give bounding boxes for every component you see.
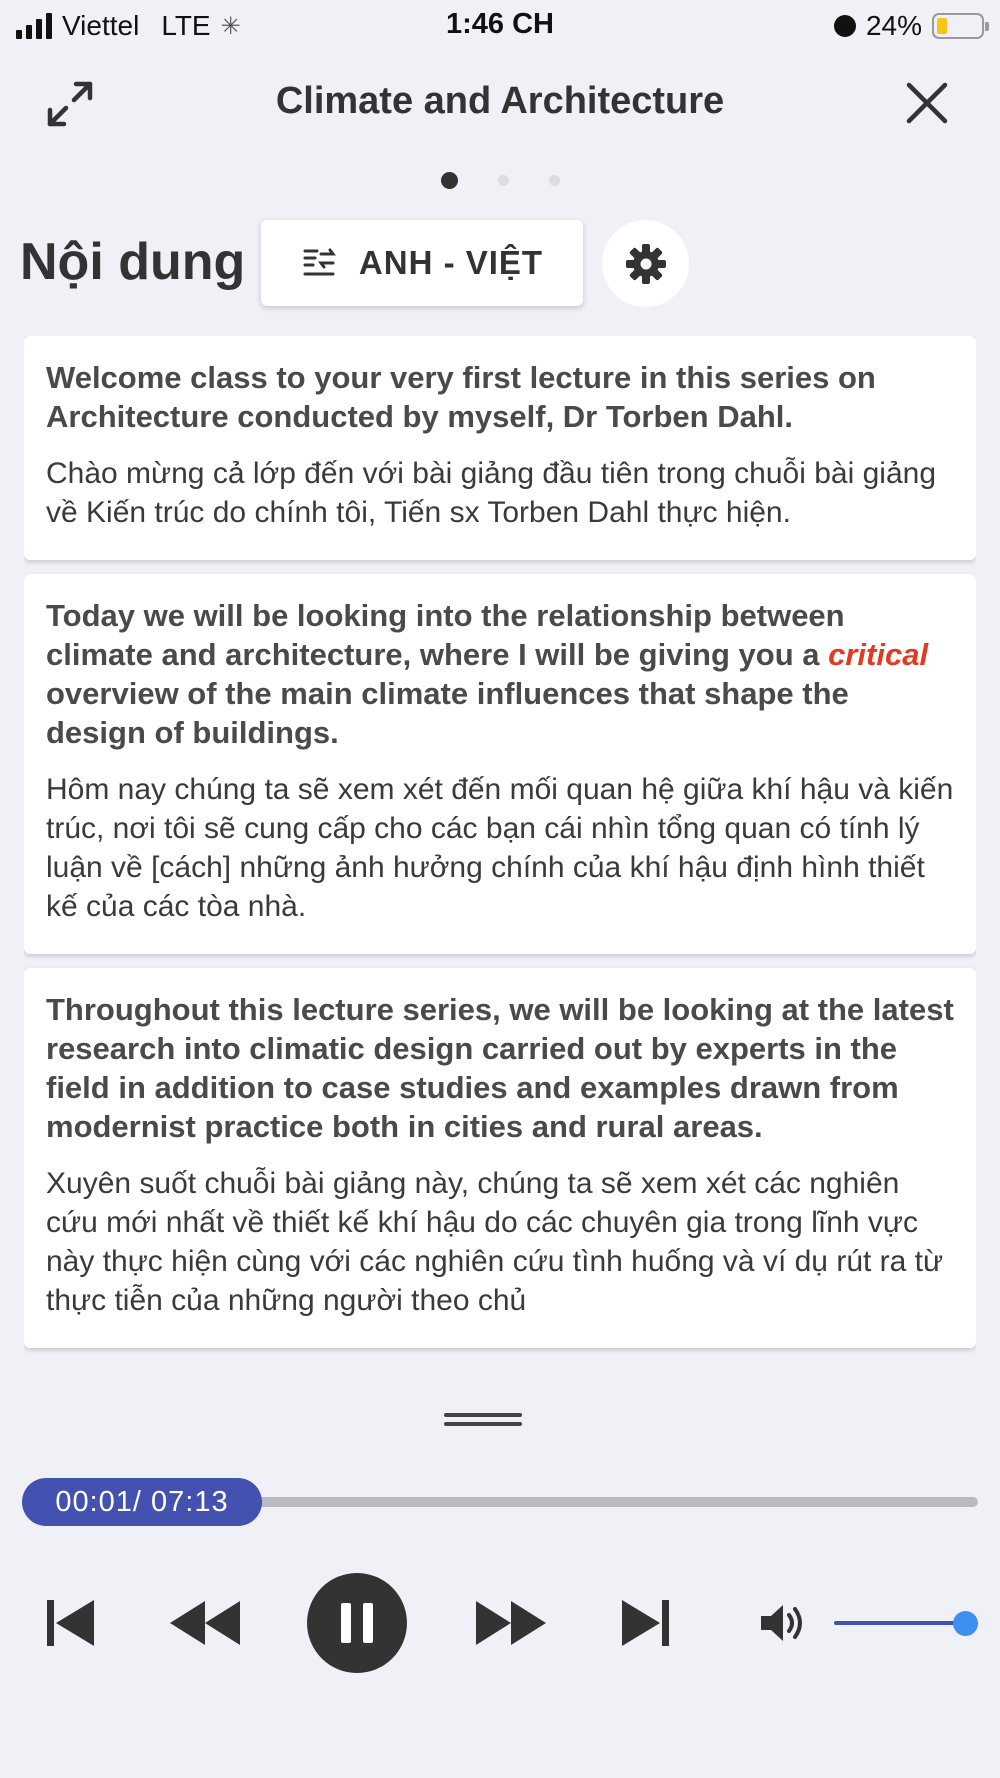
page-title: Climate and Architecture	[275, 80, 725, 122]
section-heading: Nội dung	[20, 233, 246, 291]
english-text: Throughout this lecture series, we will be looking at the latest research into climatic design carried out by experts in the field in addition to case studies and examples drawn from modernist practice both in cities and rural areas.	[46, 992, 954, 1144]
volume-icon	[759, 1601, 809, 1645]
vietnamese-translation: Hôm nay chúng ta sẽ xem xét đến mối quan hệ giữa khí hậu và kiến trúc, nơi tôi sẽ cung cấp cho các bạn cái nhìn tổng quan có tính lý luận về [cách] những ảnh hưởng chính của khí hậu định hình thiết kế của các tòa nhà.	[46, 773, 954, 923]
english-text: overview of the main climate influences that shape the design of buildings.	[46, 676, 849, 750]
status-time: 1:46 CH	[446, 8, 554, 40]
volume-button[interactable]	[756, 1600, 812, 1646]
fast-forward-icon	[474, 1599, 548, 1647]
rewind-button[interactable]	[166, 1596, 244, 1650]
language-toggle-button[interactable]	[261, 220, 583, 306]
vietnamese-translation: Chào mừng cả lớp đến với bài giảng đầu tiên trong chuỗi bài giảng về Kiến trúc do chính tôi, Tiến sx Torben Dahl thực hiện.	[46, 457, 937, 529]
skip-previous-button[interactable]	[40, 1596, 100, 1650]
english-text: Today we will be looking into the relationship between climate and architecture, where I will be giving you a	[46, 598, 845, 672]
rewind-icon	[168, 1599, 242, 1647]
vietnamese-translation: Xuyên suốt chuỗi bài giảng này, chúng ta sẽ xem xét các nghiên cứu mới nhất về thiết kế khí hậu do các chuyên gia trong lĩnh vực này thực hiện cùng với các nghiên cứu tình huống và ví dụ rút ra từ thực tiễn của những người theo chủ	[46, 1167, 944, 1317]
gear-icon	[624, 242, 668, 286]
transcript-list[interactable]	[24, 336, 976, 1394]
status-right	[834, 10, 984, 42]
page-indicator	[0, 172, 1000, 189]
alarm-icon	[834, 15, 856, 37]
english-sentence	[46, 990, 954, 1146]
battery-percent: 24%	[865, 10, 922, 41]
pause-button[interactable]	[307, 1573, 407, 1673]
language-toggle-label: ANH - VIỆT	[358, 244, 544, 281]
settings-button[interactable]	[602, 220, 689, 307]
network-type: LTE	[161, 10, 211, 41]
english-sentence	[46, 596, 954, 752]
close-icon[interactable]	[904, 80, 950, 126]
carrier-name: Viettel	[62, 10, 140, 41]
skip-next-button[interactable]	[616, 1596, 676, 1650]
battery-icon	[932, 13, 984, 39]
status-bar	[0, 0, 1000, 52]
skip-next-icon	[620, 1598, 672, 1648]
english-text: Welcome class to your very first lecture in this series on Architecture conducted by myself, Dr Torben Dahl.	[46, 360, 876, 434]
volume-slider-knob[interactable]	[953, 1611, 978, 1636]
highlighted-word[interactable]: critical	[828, 637, 929, 672]
loading-spinner-icon: ✳	[220, 12, 241, 40]
page-dot-3[interactable]	[549, 175, 560, 186]
transcript-card[interactable]	[24, 574, 976, 954]
transcript-card[interactable]	[24, 968, 976, 1348]
skip-previous-icon	[44, 1598, 96, 1648]
pause-icon	[337, 1601, 377, 1645]
volume-slider-track[interactable]	[834, 1621, 964, 1625]
time-display[interactable]: 00:01/ 07:13	[22, 1478, 262, 1526]
transcript-card[interactable]	[24, 336, 976, 560]
page-dot-1[interactable]	[441, 172, 458, 189]
english-sentence	[46, 358, 954, 436]
page-dot-2[interactable]	[498, 175, 509, 186]
translate-icon	[301, 246, 337, 280]
drag-handle[interactable]	[444, 1413, 522, 1431]
fast-forward-button[interactable]	[472, 1596, 550, 1650]
header	[0, 62, 1000, 144]
